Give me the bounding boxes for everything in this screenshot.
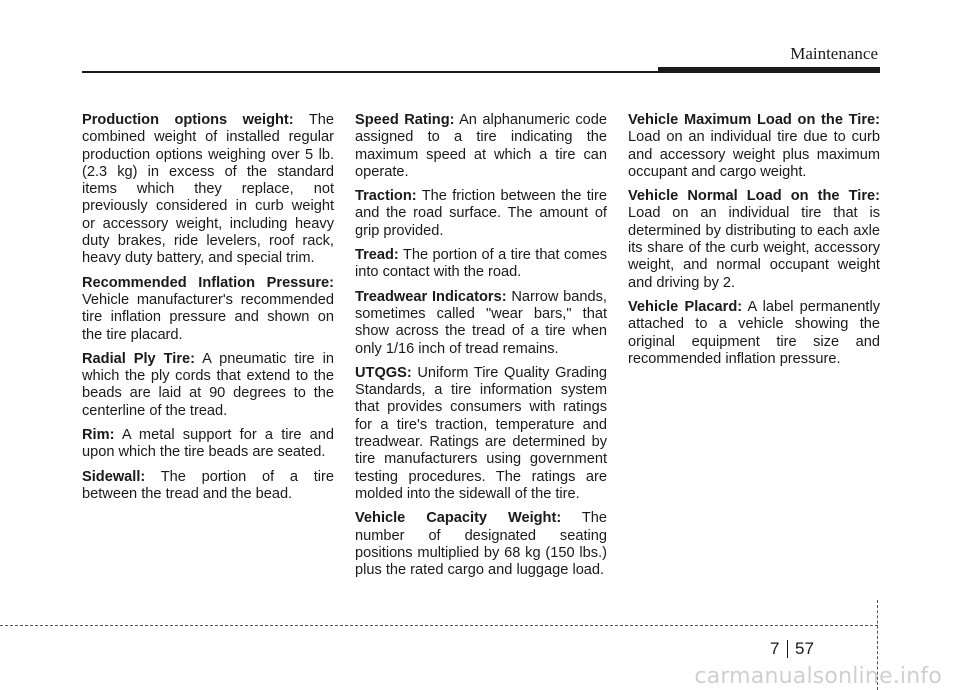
definition-text: Uniform Tire Quality Grading Standards, a tire information system that provides consumers with ratings for a tire's traction, temperature and treadwear. Ratings are determined by tire manufacturers using government testing procedures. The ratings are molded into the sidewall of the tire. (355, 364, 607, 502)
page-number-divider (787, 640, 788, 658)
definition-paragraph (82, 351, 334, 420)
definition-term: Recommended Inflation Pressure: (82, 274, 334, 291)
header-rule-accent (658, 67, 880, 73)
definition-paragraph (355, 365, 607, 503)
definition-term: Traction: (355, 188, 417, 205)
definition-term: Sidewall: (82, 468, 146, 485)
definition-term: Tread: (355, 247, 399, 264)
definition-term: UTQGS: (355, 364, 412, 381)
definition-text: Load on an individual tire due to curb and accessory weight plus maximum occupant and cargo weight. (628, 129, 880, 180)
definition-term: Vehicle Maximum Load on the Tire: (628, 112, 880, 128)
section-title: Maintenance (790, 44, 878, 63)
definition-text: A metal support for a tire and upon which the tire beads are seated. (82, 427, 334, 461)
definition-paragraph (82, 112, 334, 268)
definition-paragraph (82, 427, 334, 462)
definition-term: Vehicle Placard: (628, 298, 743, 315)
definition-text: The portion of a tire that comes into contact with the road. (355, 247, 607, 281)
page-number: 57 (795, 639, 814, 658)
definition-text: A pneumatic tire in which the ply cords that extend to the beads are laid at 90 degrees to the centerline of the tread. (82, 350, 334, 419)
definition-term: Production options weight: (82, 112, 294, 128)
definition-paragraph (628, 112, 880, 181)
definition-paragraph (355, 112, 607, 181)
definition-paragraph (628, 299, 880, 368)
definition-text: Load on an individual tire that is determined by distributing to each axle its share of the curb weight, accessory weight, and normal occupant weight and driving by 2. (628, 205, 880, 291)
definition-text: A label permanently attached to a vehicle showing the original equipment tire size and recommended inflation pressure. (628, 298, 880, 367)
column-2 (355, 112, 607, 586)
chapter-number: 7 (770, 639, 780, 658)
definition-paragraph (355, 510, 607, 579)
definition-paragraph (355, 289, 607, 358)
definition-text: Vehicle manufacturer's recommended tire inflation pressure and shown on the tire placard. (82, 291, 334, 343)
watermark: carmanualsonline.info (694, 664, 942, 689)
definition-paragraph (355, 188, 607, 240)
definition-term: Treadwear Indicators: (355, 288, 507, 305)
column-1 (82, 112, 334, 510)
definition-text: The combined weight of installed regular production options weighing over 5 lb.(2.3 kg) in excess of the standard items which they replace, not previously considered in curb weight or accessory weight, including heavy duty brakes, ride levelers, roof rack, heavy duty battery, and special trim. (82, 112, 334, 267)
definition-term: Vehicle Normal Load on the Tire: (628, 188, 880, 205)
header-rule (82, 71, 662, 73)
footer-dashed-rule (0, 625, 878, 626)
definition-term: Rim: (82, 427, 115, 444)
definition-paragraph (355, 247, 607, 282)
column-3 (628, 112, 880, 375)
definition-text: Narrow bands, sometimes called "wear bars," that show across the tread of a tire when only 1/16 inch of tread remains. (355, 288, 607, 357)
definition-text: The portion of a tire between the tread and the bead. (82, 468, 334, 502)
definition-paragraph (82, 469, 334, 504)
definition-text: The number of designated seating positions multiplied by 68 kg (150 lbs.) plus the rated cargo and luggage load. (355, 510, 607, 579)
definition-term: Vehicle Capacity Weight: (355, 510, 562, 527)
definition-paragraph (82, 275, 334, 344)
definition-text: The friction between the tire and the road surface. The amount of grip provided. (355, 188, 607, 239)
definition-text: An alphanumeric code assigned to a tire indicating the maximum speed at which a tire can operate. (355, 112, 608, 180)
definition-paragraph (628, 188, 880, 292)
definition-term: Radial Ply Tire: (82, 350, 196, 367)
definition-term: Speed Rating: (355, 112, 455, 128)
